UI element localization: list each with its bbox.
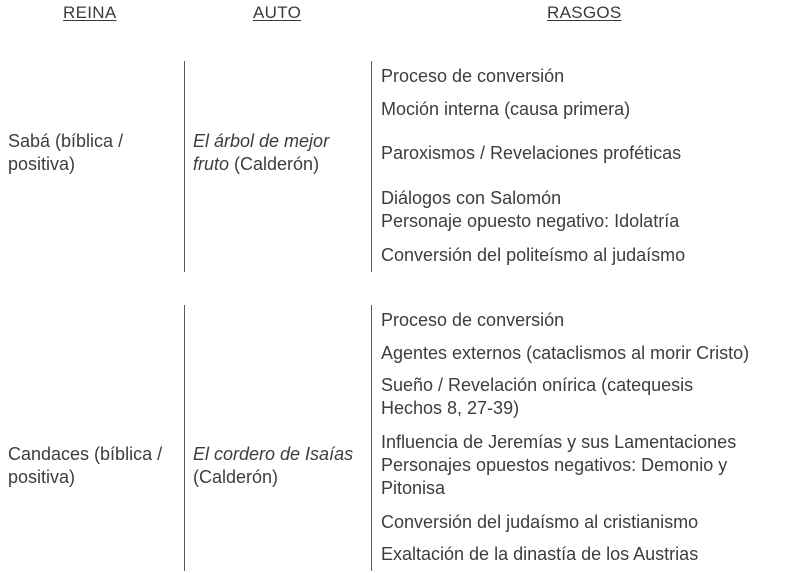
row1-reina-line2: positiva) xyxy=(8,154,76,174)
row2-rasgo-3: Sueño / Revelación onírica (catequesis Hechos 8, 27-39) xyxy=(381,375,694,418)
row1-auto-title-line1: El árbol de mejor xyxy=(193,131,330,151)
divider-row1-auto-rasgos xyxy=(371,61,372,272)
row1-auto-title-line2: fruto xyxy=(193,154,230,174)
row2-rasgo-4: Influencia de Jeremías y sus Lamentaciones Personajes opuestos negativos: Demonio y Pitonisa xyxy=(381,432,737,498)
row1-rasgo-5: Conversión del politeísmo al judaísmo xyxy=(381,245,686,265)
row1-rasgo-3: Paroxismos / Revelaciones proféticas xyxy=(381,143,682,163)
row1-auto-author: (Calderón) xyxy=(229,154,320,174)
row1-reina-line1: Sabá (bíblica / xyxy=(8,131,124,151)
row1-rasgo-2: Moción interna (causa primera) xyxy=(381,99,631,119)
row2-reina xyxy=(8,443,162,489)
row2-rasgo-6: Exaltación de la dinastía de los Austrias xyxy=(381,544,699,564)
divider-row1-reina-auto xyxy=(184,61,185,272)
row2-auto xyxy=(193,443,353,489)
header-reina: REINA xyxy=(63,3,117,22)
row2-reina-line1: Candaces (bíblica / xyxy=(8,444,163,464)
divider-row2-reina-auto xyxy=(184,305,185,571)
row2-reina-line2: positiva) xyxy=(8,467,76,487)
header-rasgos: RASGOS xyxy=(547,3,622,22)
row2-rasgo-2: Agentes externos (cataclismos al morir Cristo) xyxy=(381,343,750,363)
row2-rasgo-1: Proceso de conversión xyxy=(381,310,565,330)
row1-rasgo-1: Proceso de conversión xyxy=(381,66,565,86)
row1-reina xyxy=(8,130,123,176)
row1-rasgo-4: Diálogos con Salomón Personaje opuesto negativo: Idolatría xyxy=(381,188,680,231)
divider-row2-auto-rasgos xyxy=(371,305,372,571)
header-auto: AUTO xyxy=(253,3,302,22)
row2-rasgo-5: Conversión del judaísmo al cristianismo xyxy=(381,512,699,532)
row2-auto-title: El cordero de Isaías xyxy=(193,444,354,464)
row2-auto-author: (Calderón) xyxy=(193,467,279,487)
row1-auto xyxy=(193,130,329,176)
